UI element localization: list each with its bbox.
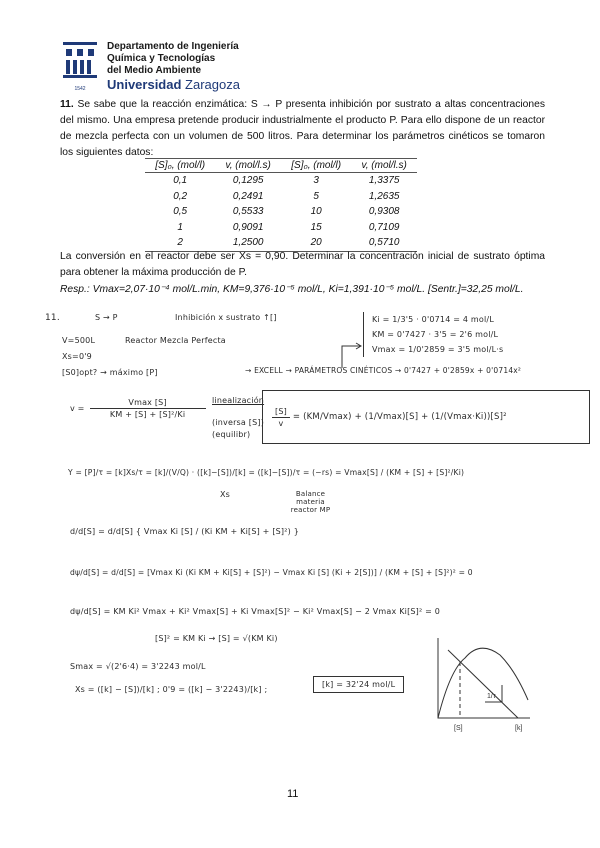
- table-cell: 0,9091: [232, 221, 264, 233]
- hw-productivity: Y = [P]/τ = [k]Xs/τ = [k]/(V/Q) · ([k]−[S])/[k] = ([k]−[S])/τ = (−rs) = Vmax[S] / (KM + [S] + [S]²/Ki): [68, 468, 465, 477]
- hw-equilibrium: (equilibr): [212, 430, 251, 439]
- hw-reaction: S → P: [95, 313, 118, 322]
- hw-conversion: Xs=0'9: [62, 352, 92, 361]
- table-cell: 0,7109: [368, 221, 400, 233]
- hw-linearization: linealización: [212, 396, 265, 405]
- hw-smax: Smax = √(2'6·4) = 3'2243 mol/L: [70, 662, 206, 671]
- hw-optimum: [S0]opt? → máximo [P]: [62, 368, 158, 377]
- productivity-graph: [430, 630, 540, 740]
- table-row: [145, 173, 417, 189]
- data-table: [S]₀, (mol/l) v, (mol/l.s) [S]₀, (mol/l) v, (mol/l.s) 0,1 0,1295 3 1,3375 0,2 0,2491 5 1,2635 0,5 0,5533 10 0,9308 1 0,9091 15 0,7109 2 1,2500 20 0,5710: [145, 158, 417, 252]
- table-cell: 2: [145, 235, 215, 251]
- dept-line: Química y Tecnologías: [107, 53, 216, 64]
- table-cell: 5: [313, 190, 319, 202]
- hw-result-box: [k] = 32'24 mol/L: [313, 676, 404, 693]
- hw-parameters: [363, 312, 503, 357]
- dept-line: del Medio Ambiente: [107, 65, 202, 76]
- hw-param: Vmax = 1/0'2859 = 3'5 mol/L·s: [372, 345, 504, 354]
- table-cell: 10: [310, 206, 322, 218]
- university-name: Universidad Zaragoza: [107, 77, 240, 92]
- table-cell: 0,1: [173, 175, 188, 187]
- conversion-text: La conversión en el reactor debe ser Xs = 0,90. Determinar la concentración inicial de sustrato óptima para obtener la máxima producción de P.: [60, 251, 545, 278]
- table-cell: 20: [281, 235, 351, 251]
- svg-text:[S]: [S]: [454, 725, 463, 732]
- hw-inhibition: Inhibición x sustrato ↑[]: [175, 313, 277, 322]
- table-cell: 0,1295: [232, 175, 264, 187]
- table-cell: 0,2: [173, 190, 188, 202]
- hw-number: 11.: [45, 313, 60, 323]
- table-cell: 1,2500: [215, 235, 281, 251]
- table-row: [145, 220, 417, 236]
- department-name: [107, 41, 239, 77]
- hw-param: KM = 0'7427 · 3'5 = 2'6 mol/L: [372, 330, 499, 339]
- table-row: [145, 189, 417, 205]
- table-cell: 0,2491: [232, 190, 264, 202]
- university-logo: [60, 40, 102, 94]
- hw-rate-equation: v = Vmax [S] KM + [S] + [S]²/Ki: [70, 398, 211, 419]
- table-cell: 0,5710: [351, 235, 417, 251]
- hw-xs-equation: Xs = ([k] − [S])/[k] ; 0'9 = ([k] − 3'2243)/[k] ;: [75, 685, 268, 694]
- hw-derivative-3: dψ/d[S] = KM Ki² Vmax + Ki² Vmax[S] + Ki Vmax[S]² − Ki² Vmax[S] − 2 Vmax Ki[S]² = 0: [70, 607, 441, 616]
- table-cell: 15: [310, 221, 322, 233]
- hw-excel: → EXCELL → PARÁMETROS CINÉTICOS → 0'7427 + 0'2859x + 0'0714x²: [245, 366, 522, 375]
- page-number: 11: [287, 788, 299, 800]
- hw-inverse: (inversa [S]): [212, 418, 265, 427]
- table-cell: 3: [313, 175, 319, 187]
- svg-text:1542: 1542: [74, 86, 86, 92]
- problem-statement: 11. Se sabe que la reacción enzimática: S → P presenta inhibición por sustrato a altas concentraciones del mismo. Una empresa pretende producir industrialmente el producto P. Para ello dispone de un reactor de mezcla perfecta con un volumen de 500 litros. Para determinar los parámetros cinéticos se tomaron los siguientes datos:: [60, 99, 545, 158]
- hw-derivative-1: d/d[S] = d/d[S] { Vmax Ki [S] / (Ki KM + Ki[S] + [S]²) }: [70, 527, 299, 536]
- dept-line: Departamento de Ingeniería: [107, 41, 239, 52]
- answer-text: Resp.: Vmax=2,07·10⁻⁴ mol/L.min, KM=9,376·10⁻⁵ mol/L, Ki=1,391·10⁻⁵ mol/L. [Sentr.]=32,25 mol/L.: [60, 284, 524, 295]
- table-cell: 1,2635: [368, 190, 400, 202]
- hw-optimum-s: [S]² = KM Ki → [S] = √(KM Ki): [155, 634, 278, 643]
- table-cell: 1,3375: [368, 175, 400, 187]
- table-cell: 0,5: [173, 206, 188, 218]
- table-row: [145, 204, 417, 220]
- hw-param: Ki = 1/3'5 · 0'0714 = 4 mol/L: [372, 315, 494, 324]
- hw-brace-xs: Xs: [220, 490, 231, 499]
- hw-volume: V=500L: [62, 336, 96, 345]
- hw-derivative-2: dψ/d[S] = d/d[S] = [Vmax Ki (Ki KM + Ki[S] + [S]²) − Vmax Ki [S] (Ki + 2[S])] / (KM + [S] + [S]²)² = 0: [70, 568, 473, 577]
- hw-reactor: Reactor Mezcla Perfecta: [125, 336, 226, 345]
- table-cell: 0,5533: [232, 206, 264, 218]
- hw-linearized-box: $\frac{[S]}{v}$ = (KM/Vmax) + (1/Vmax)[S] + (1/(Vmax·Ki))[S]²: [262, 390, 590, 444]
- svg-text:[k]: [k]: [515, 725, 523, 732]
- svg-text:1/τ: 1/τ: [487, 693, 496, 700]
- table-cell: 0,9308: [368, 206, 400, 218]
- table-cell: 1: [177, 221, 183, 233]
- hw-brace-balance: Balance materia reactor MP: [290, 490, 331, 514]
